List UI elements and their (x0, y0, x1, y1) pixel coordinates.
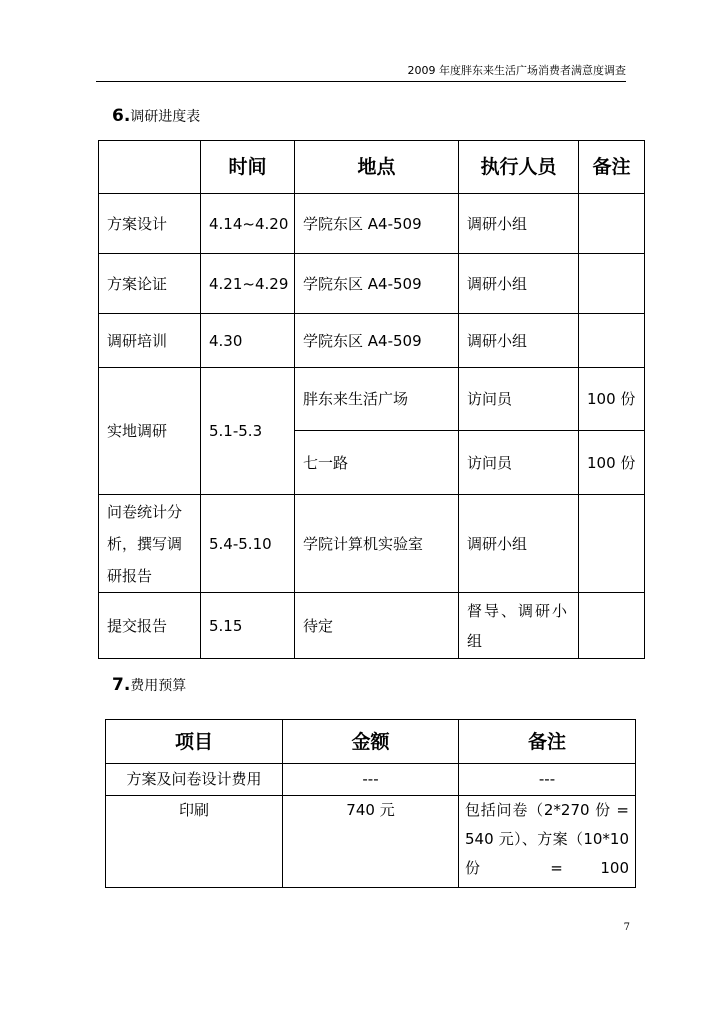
header-cell: 金额 (283, 720, 459, 764)
staff-cell: 调研小组 (459, 194, 579, 254)
item-cell: 方案及问卷设计费用 (106, 764, 283, 796)
header-cell: 备注 (459, 720, 636, 764)
header-cell: 执行人员 (459, 141, 579, 194)
staff-cell: 访问员 (459, 431, 579, 495)
note-cell (579, 194, 645, 254)
section-title: 调研进度表 (130, 109, 201, 125)
note-cell (579, 254, 645, 314)
table-row (99, 495, 645, 593)
table-row (99, 368, 645, 431)
note-cell: --- (459, 764, 636, 796)
place-cell: 学院东区 A4-509 (295, 194, 459, 254)
note-cell: 100 份 (579, 431, 645, 495)
task-cell: 方案设计 (99, 194, 201, 254)
place-cell: 胖东来生活广场 (295, 368, 459, 431)
note-cell (579, 314, 645, 368)
section-7-heading (112, 675, 186, 695)
running-header: 2009 年度胖东来生活广场消费者满意度调查 (96, 62, 626, 82)
time-cell: 4.30 (201, 314, 295, 368)
header-cell: 备注 (579, 141, 645, 194)
note-cell (579, 495, 645, 593)
place-cell: 待定 (295, 593, 459, 659)
time-cell: 4.21~4.29 (201, 254, 295, 314)
time-cell: 5.1-5.3 (201, 368, 295, 495)
note-cell: 100 份 (579, 368, 645, 431)
task-cell: 调研培训 (99, 314, 201, 368)
note-cell (579, 593, 645, 659)
header-cell (99, 141, 201, 194)
page-number: 7 (623, 922, 630, 933)
section-number: 6. (112, 106, 131, 126)
task-cell: 问卷统计分析，撰写调研报告 (99, 495, 201, 593)
table-row (99, 593, 645, 659)
time-cell: 5.15 (201, 593, 295, 659)
header-cell: 项目 (106, 720, 283, 764)
table-header-row (106, 720, 636, 764)
place-cell: 学院计算机实验室 (295, 495, 459, 593)
place-cell: 学院东区 A4-509 (295, 254, 459, 314)
staff-cell: 调研小组 (459, 495, 579, 593)
table-row (99, 314, 645, 368)
staff-cell: 调研小组 (459, 314, 579, 368)
table-row (99, 194, 645, 254)
table-row (106, 764, 636, 796)
task-cell: 实地调研 (99, 368, 201, 495)
staff-cell: 督导、调研小组 (459, 593, 579, 659)
header-cell: 时间 (201, 141, 295, 194)
section-6-heading (112, 106, 200, 126)
header-cell: 地点 (295, 141, 459, 194)
table-header-row (99, 141, 645, 194)
time-cell: 5.4-5.10 (201, 495, 295, 593)
place-cell: 七一路 (295, 431, 459, 495)
place-cell: 学院东区 A4-509 (295, 314, 459, 368)
amount-cell: --- (283, 764, 459, 796)
budget-table (105, 719, 636, 888)
item-cell: 印刷 (106, 796, 283, 888)
amount-cell: 740 元 (283, 796, 459, 888)
section-title: 费用预算 (130, 678, 187, 694)
time-cell: 4.14~4.20 (201, 194, 295, 254)
section-number: 7. (112, 675, 131, 695)
task-cell: 提交报告 (99, 593, 201, 659)
staff-cell: 调研小组 (459, 254, 579, 314)
task-cell: 方案论证 (99, 254, 201, 314)
table-row (106, 796, 636, 888)
table-row (99, 254, 645, 314)
staff-cell: 访问员 (459, 368, 579, 431)
note-cell: 包括问卷（2*270 份 = 540 元）、方案（10*10 份 = 100 (459, 796, 636, 888)
schedule-table (98, 140, 645, 659)
